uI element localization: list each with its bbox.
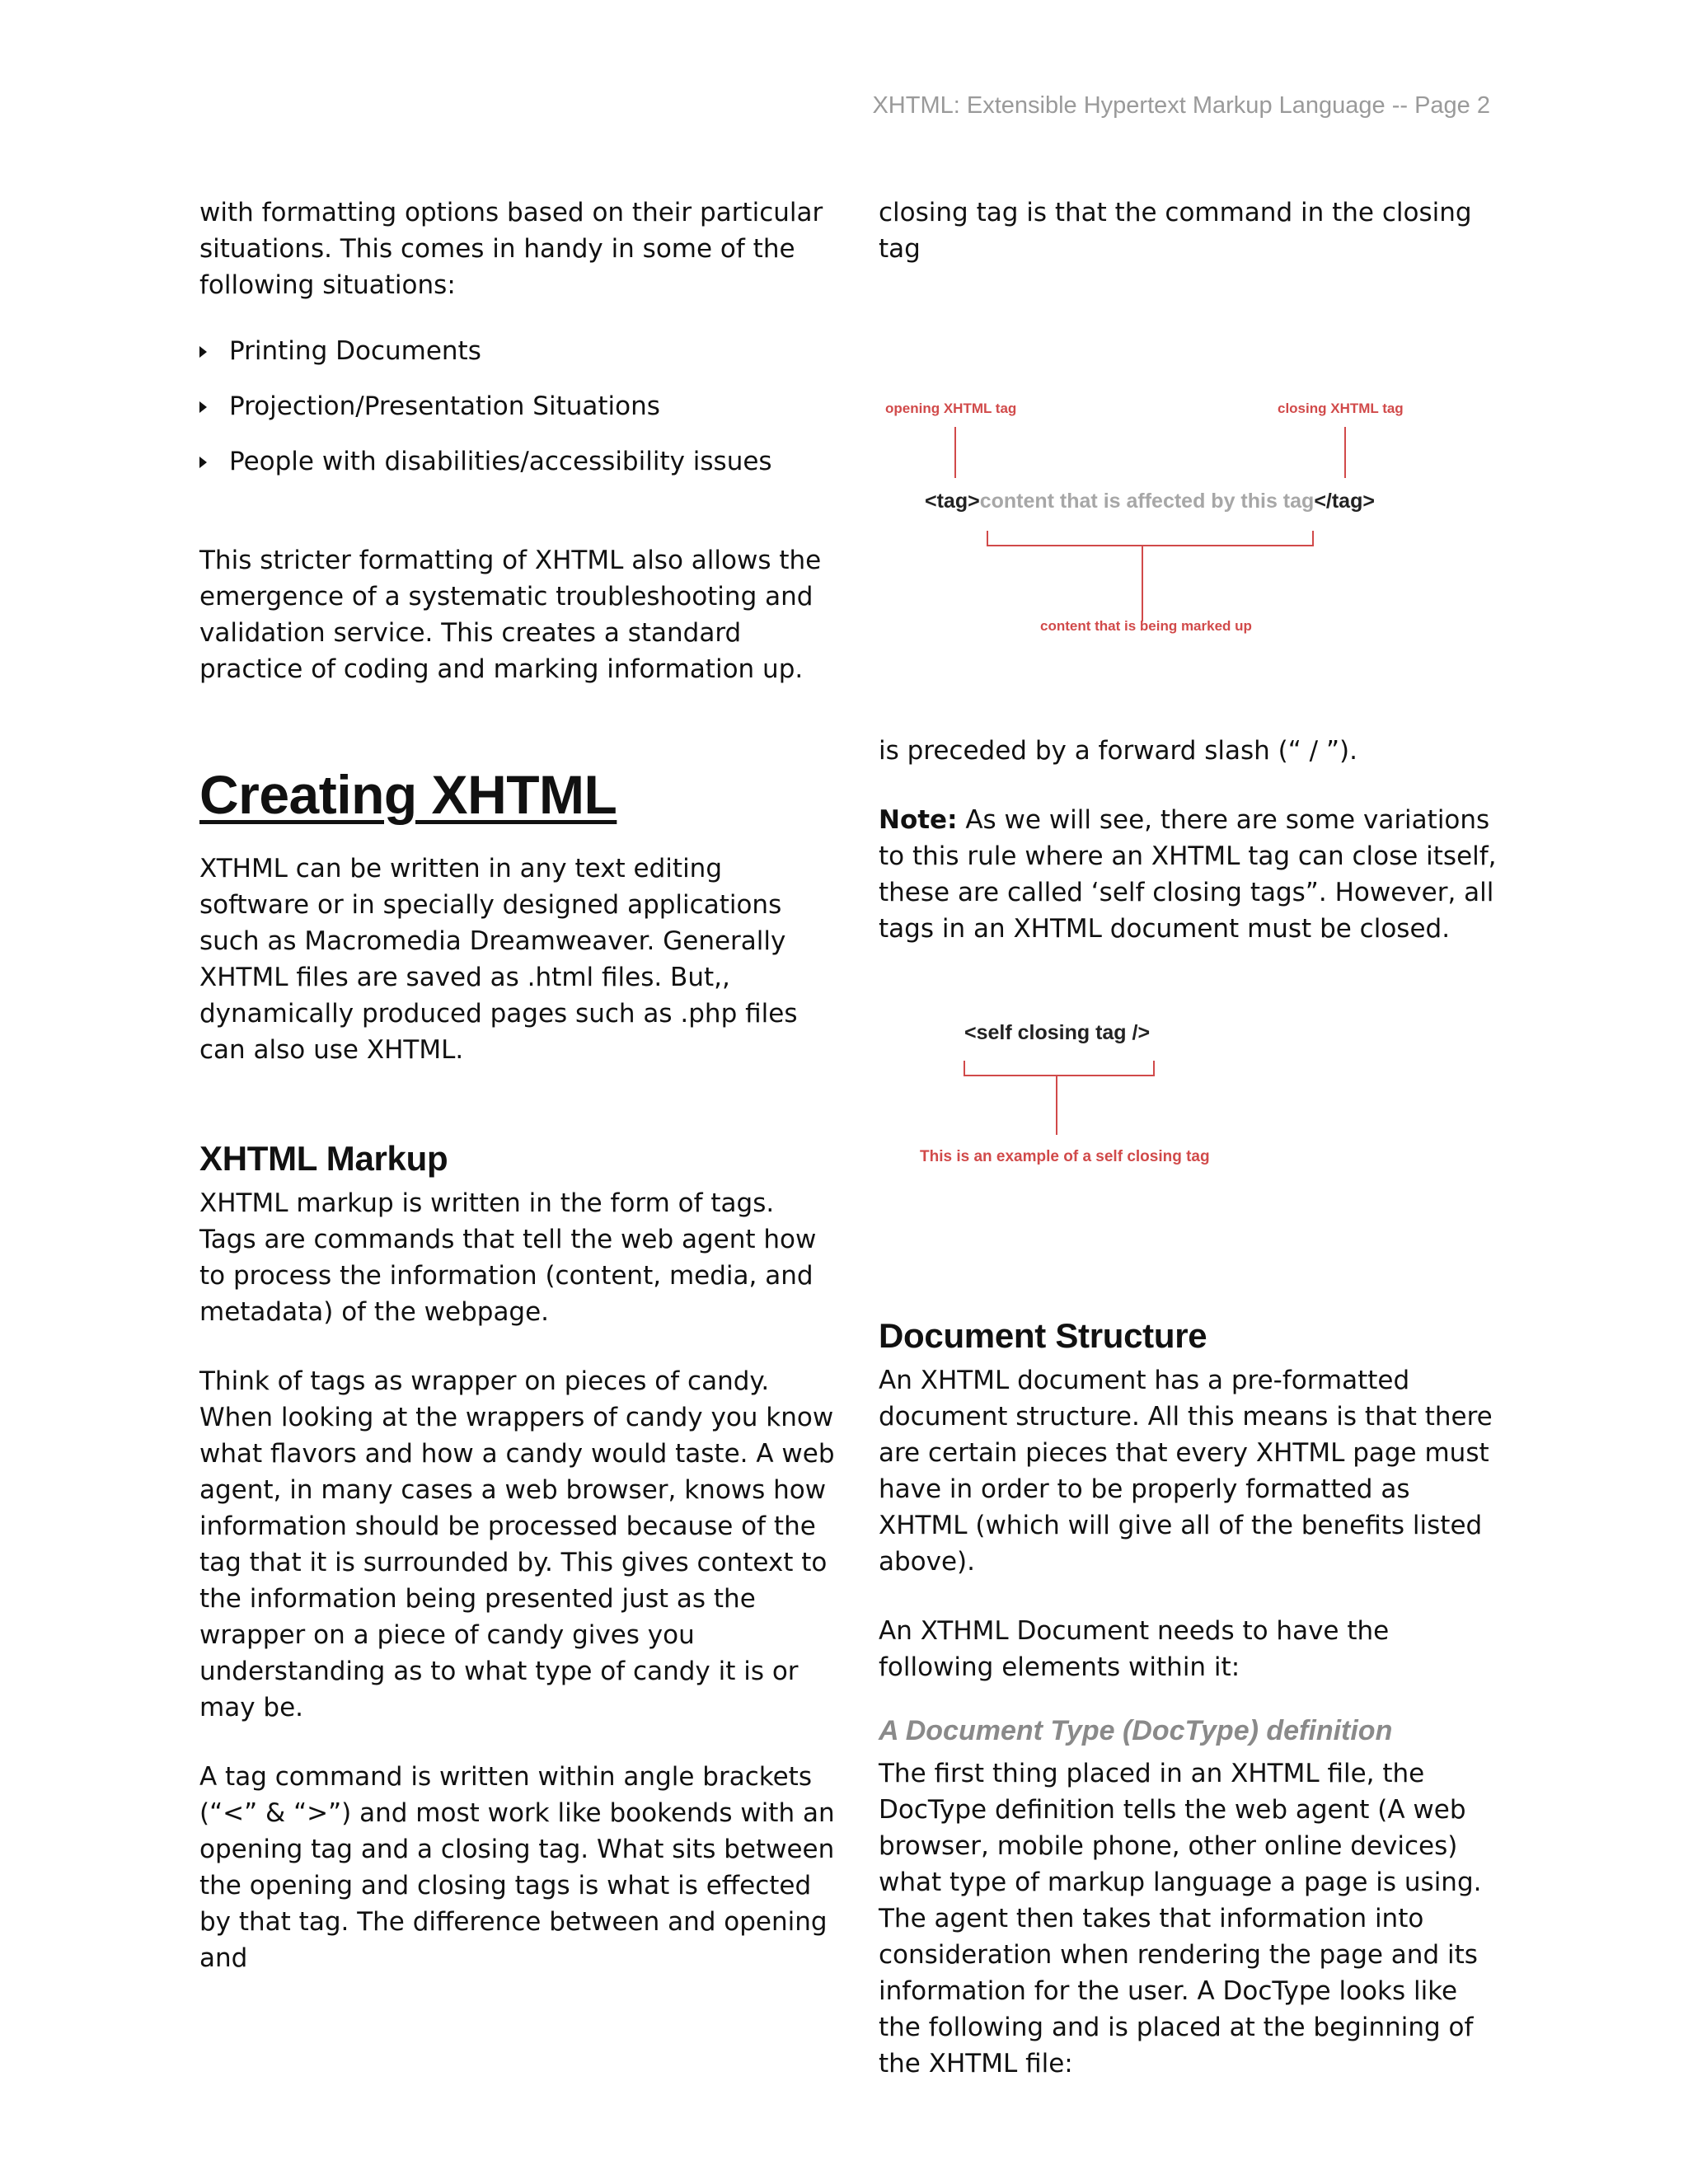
self-closing-label: This is an example of a self closing tag <box>920 1148 1210 1165</box>
intro-paragraph: with formatting options based on their particular situations. This comes in handy in some of the following situations: <box>199 198 823 300</box>
content-bracket <box>987 531 1313 546</box>
opening-tag-label: opening XHTML tag <box>885 401 1017 416</box>
right-column <box>879 194 1505 2082</box>
forward-slash-line: is preceded by a forward slash (“ / ”). <box>879 736 1357 766</box>
triangle-bullet-icon <box>199 401 207 413</box>
self-closing-tag-code: <self closing tag /> <box>964 1021 1151 1044</box>
xhtml-markup-heading: XHTML Markup <box>199 1139 448 1178</box>
self-closing-lines <box>879 1021 1456 1202</box>
document-structure-heading: Document Structure <box>879 1316 1207 1355</box>
self-closing-bracket <box>964 1061 1154 1076</box>
doctype-heading: A Document Type (DocType) definition <box>879 1715 1393 1746</box>
structure-paragraph: An XHTML document has a pre-formatted document structure. All this means is that there are certain pieces that every XHTML page must have in order to be properly formatted as XHTML (which will give all of the benefits listed above). <box>879 1366 1493 1577</box>
list-item: Projection/Presentation Situations <box>199 388 836 424</box>
diagram-lines <box>879 267 1456 621</box>
situations-list <box>199 333 836 480</box>
self-closing-diagram <box>879 1021 1505 1202</box>
creating-xhtml-heading: Creating XHTML <box>199 764 617 825</box>
tag-anatomy-diagram <box>879 267 1505 621</box>
stricter-paragraph: This stricter formatting of XHTML also allows the emergence of a systematic troubleshooting and validation service. This creates a standard practice of coding and marking information up. <box>199 546 822 684</box>
tag-example-code: <tag>content that is affected by this tag</tag> <box>925 490 1375 513</box>
list-item: Printing Documents <box>199 333 836 369</box>
markup-paragraph: XHTML markup is written in the form of tags. Tags are commands that tell the web agent how to process the information (content, media, and metadata) of the webpage. <box>199 1188 817 1327</box>
creating-paragraph: XTHML can be written in any text editing software or in specially designed applications such as Macromedia Dreamweaver. Generally XHTML files are saved as .html files. But,, dynamically produced pages such as .php files can also use XHTML. <box>199 854 798 1065</box>
list-item: People with disabilities/accessibility issues <box>199 443 836 480</box>
doctype-paragraph: The first thing placed in an XHTML file, the DocType definition tells the web agent (A web browser, mobile phone, other online devices) what type of markup language a page is using. The agent then takes that information into consideration when rendering the page and its information for the user. A DocType looks like the following and is placed at the beginning of the XHTML file: <box>879 1759 1482 2079</box>
triangle-bullet-icon <box>199 457 207 468</box>
closing-tag-label: closing XHTML tag <box>1278 401 1404 416</box>
elements-paragraph: An XTHML Document needs to have the following elements within it: <box>879 1616 1390 1682</box>
marked-up-label: content that is being marked up <box>1040 618 1252 634</box>
triangle-bullet-icon <box>199 346 207 358</box>
left-column <box>199 194 836 1976</box>
note-paragraph: Note: As we will see, there are some variations to this rule where an XHTML tag can close itself, these are called ‘self closing tags”. However, all tags in an XHTML document must be closed. <box>879 805 1497 944</box>
tag-paragraph: A tag command is written within angle brackets (“<” & “>”) and most work like bookends with an opening tag and a closing tag. What sits between the opening and closing tags is what is effected by that tag. The difference between and opening and <box>199 1762 835 1973</box>
candy-paragraph: Think of tags as wrapper on pieces of candy. When looking at the wrappers of candy you know what flavors and how a candy would taste. A web agent, in many cases a web browser, knows how information should be processed because of the tag that it is surrounded by. This gives context to the information being presented just as the wrapper on a piece of candy gives you understanding as to what type of candy it is or may be. <box>199 1366 835 1722</box>
running-header: XHTML: Extensible Hypertext Markup Language -- Page 2 <box>872 92 1490 119</box>
closing-tag-line: closing tag is that the command in the closing tag <box>879 198 1472 264</box>
